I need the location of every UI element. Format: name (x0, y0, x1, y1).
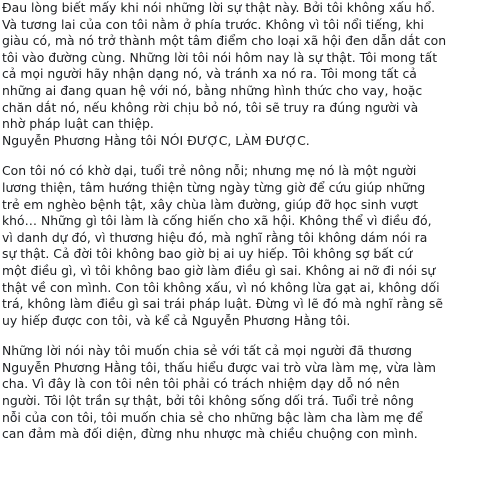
text-line: chăn dắt nó, nếu không rời chịu bỏ nó, tôi sẽ truy ra đúng người và (2, 99, 419, 115)
text-line: khó… Những gì tôi làm là cống hiến cho xã hội. Không thể vì điều đó, (2, 213, 432, 229)
text-line: nhờ pháp luật can thiệp. (2, 116, 154, 132)
text-line: Và tương lai của con tôi nằm ở phía trước. Không vì tôi nổi tiếng, khi (2, 16, 424, 32)
text-line: Nguyễn Phương Hằng tôi NÓI ĐƯỢC, LÀM ĐƯỢC. (2, 132, 310, 148)
text-line: trá, không làm điều gì sai trái pháp luật. Đừng vì lẽ đó mà nghĩ rằng sẽ (2, 296, 443, 312)
text-line: tôi vào đường cùng. Những lời tôi nói hôm nay là sự thật. Tôi mong tất (2, 49, 438, 65)
text-line: giàu có, mà nó trở thành một tâm điểm cho loại xã hội đen dẫn dắt con (2, 33, 447, 49)
text-line: lương thiện, tâm hướng thiện từng ngày từng giờ để cứu giúp những (2, 179, 426, 195)
text-line: vì danh dự đó, vì thương hiệu đó, mà nghĩ rằng tôi không dám nói ra (2, 229, 428, 245)
paragraph-gap (2, 149, 486, 163)
text-line: can đảm mà đối diện, đừng nhu nhược mà chiều chuộng con mình. (2, 426, 418, 442)
paragraph-gap (2, 329, 486, 343)
paragraph-2 (2, 163, 486, 329)
paragraph-1 (2, 0, 486, 149)
post-body (2, 0, 486, 443)
text-line: Con tôi nó có khờ dại, tuổi trẻ nông nỗi; nhưng mẹ nó là một người (2, 163, 417, 179)
text-line: những ai đang quan hệ với nó, bằng những hình thức cho vay, hoặc (2, 82, 423, 98)
text-line: uy hiếp được con tôi, và kể cả Nguyễn Phương Hằng tôi. (2, 312, 351, 328)
text-line: thật về con mình. Con tôi không xấu, vì nó không lừa gạt ai, không dối (2, 279, 440, 295)
text-line: nỗi của con tôi, tôi muốn chia sẻ cho những bậc làm cha làm mẹ để (2, 409, 423, 425)
text-line: cha. Vì đây là con tôi nên tôi phải có trách nhiệm dạy dỗ nó nên (2, 376, 400, 392)
text-line: một điều gì, vì tôi không bao giờ làm điều gì sai. Không ai nỡ đi nói sự (2, 262, 436, 278)
text-line: trẻ em nghèo bệnh tật, xây chùa làm đường, giúp đỡ học sinh vượt (2, 196, 419, 212)
text-line: người. Tôi lột trần sự thật, bởi tôi không sống dối trá. Tuổi trẻ nông (2, 393, 414, 409)
text-line: sự thật. Cả đời tôi không bao giờ bị ai uy hiếp. Tôi không sợ bất cứ (2, 246, 413, 262)
text-line: Những lời nói này tôi muốn chia sẻ với tất cả mọi người đã thương (2, 343, 413, 359)
text-line: Đau lòng biết mấy khi nói những lời sự thật này. Bởi tôi không xấu hổ. (2, 0, 436, 15)
text-line: cả mọi người hãy nhận dạng nó, và tránh xa nó ra. Tôi mong tất cả (2, 66, 417, 82)
paragraph-3 (2, 343, 486, 443)
text-line: Nguyễn Phương Hằng tôi, thấu hiểu được vai trò vừa làm mẹ, vừa làm (2, 359, 436, 375)
